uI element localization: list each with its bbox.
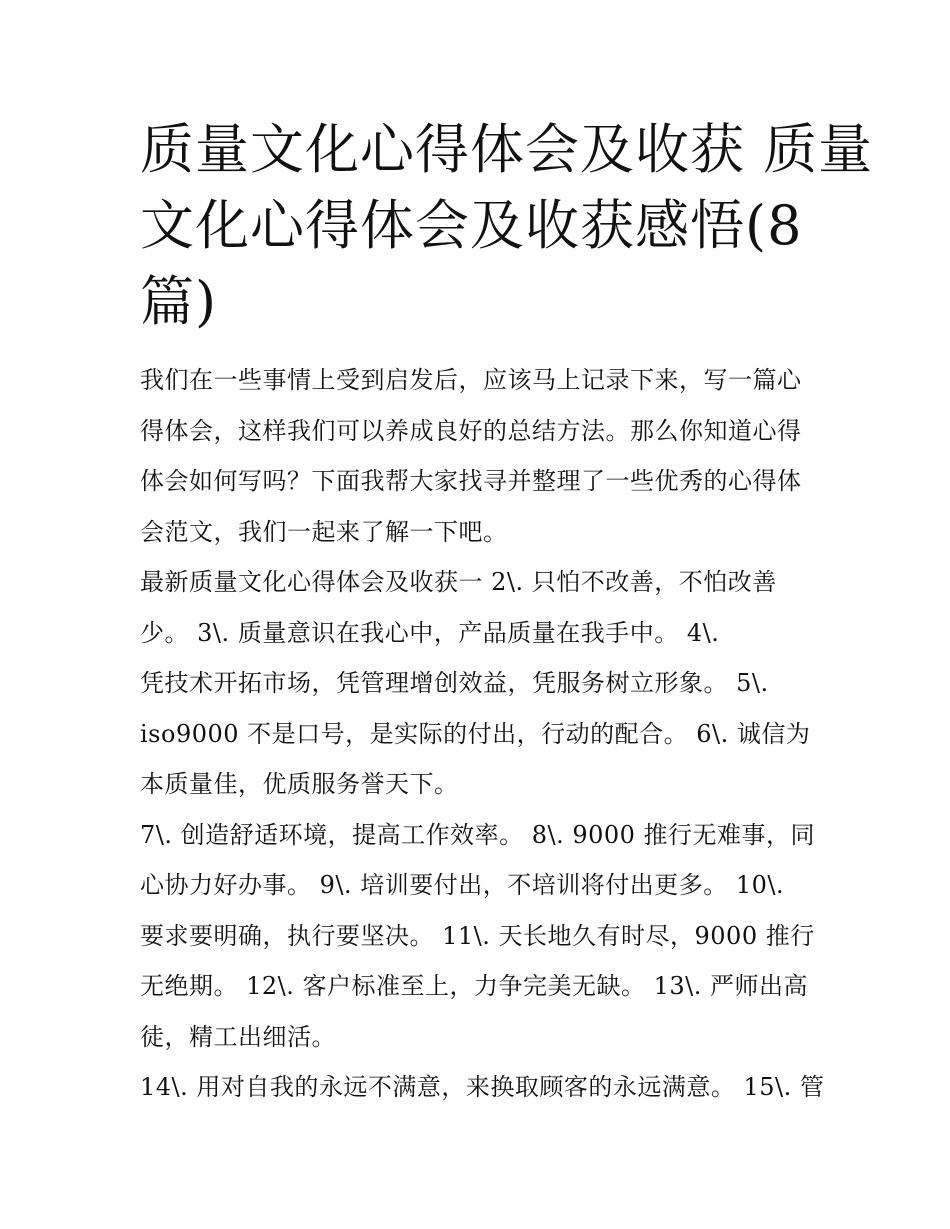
slogan-paragraph [140, 557, 830, 810]
text-line: 会范文，我们一起来了解一下吧。 [140, 517, 508, 546]
text-line: 要求要明确，执行要坚决。 11\. 天长地久有时尽，9000 推行 [140, 921, 815, 950]
text-line: 本质量佳，优质服务誉天下。 [140, 770, 459, 798]
intro-paragraph [140, 355, 830, 557]
text-line: 得体会，这样我们可以养成良好的总结方法。那么你知道心得 [140, 416, 802, 445]
title-line: 文化心得体会及收获感悟(8 [140, 194, 803, 257]
text-line: 无绝期。 12\. 客户标准至上，力争完美无缺。 13\. 严师出高 [140, 972, 809, 1000]
text-line: 7\. 创造舒适环境，提高工作效率。 8\. 9000 推行无难事，同 [140, 820, 816, 849]
slogan-paragraph [140, 810, 830, 1063]
slogan-paragraph [140, 1062, 830, 1113]
title-line: 篇) [140, 270, 218, 333]
text-line: 14\. 用对自我的永远不满意，来换取顾客的永远满意。 15\. 管 [140, 1073, 825, 1101]
text-line: 少。 3\. 质量意识在我心中，产品质量在我手中。 4\. [140, 618, 720, 647]
document-title [140, 112, 874, 340]
title-line: 质量文化心得体会及收获 质量 [140, 118, 874, 181]
text-line: 凭技术开拓市场，凭管理增创效益，凭服务树立形象。 5\. [140, 669, 769, 697]
text-line: 徒，精工出细活。 [140, 1022, 336, 1051]
text-line: iso9000 不是口号，是实际的付出，行动的配合。 6\. 诚信为 [140, 719, 811, 748]
text-line: 心协力好办事。 9\. 培训要付出，不培训将付出更多。 10\. [140, 871, 785, 899]
text-line: 我们在一些事情上受到启发后，应该马上记录下来，写一篇心 [140, 366, 802, 394]
document-body [140, 355, 830, 1113]
text-line: 最新质量文化心得体会及收获一 2\. 只怕不改善，不怕改善 [140, 568, 777, 596]
text-line: 体会如何写吗？下面我帮大家找寻并整理了一些优秀的心得体 [140, 467, 802, 495]
